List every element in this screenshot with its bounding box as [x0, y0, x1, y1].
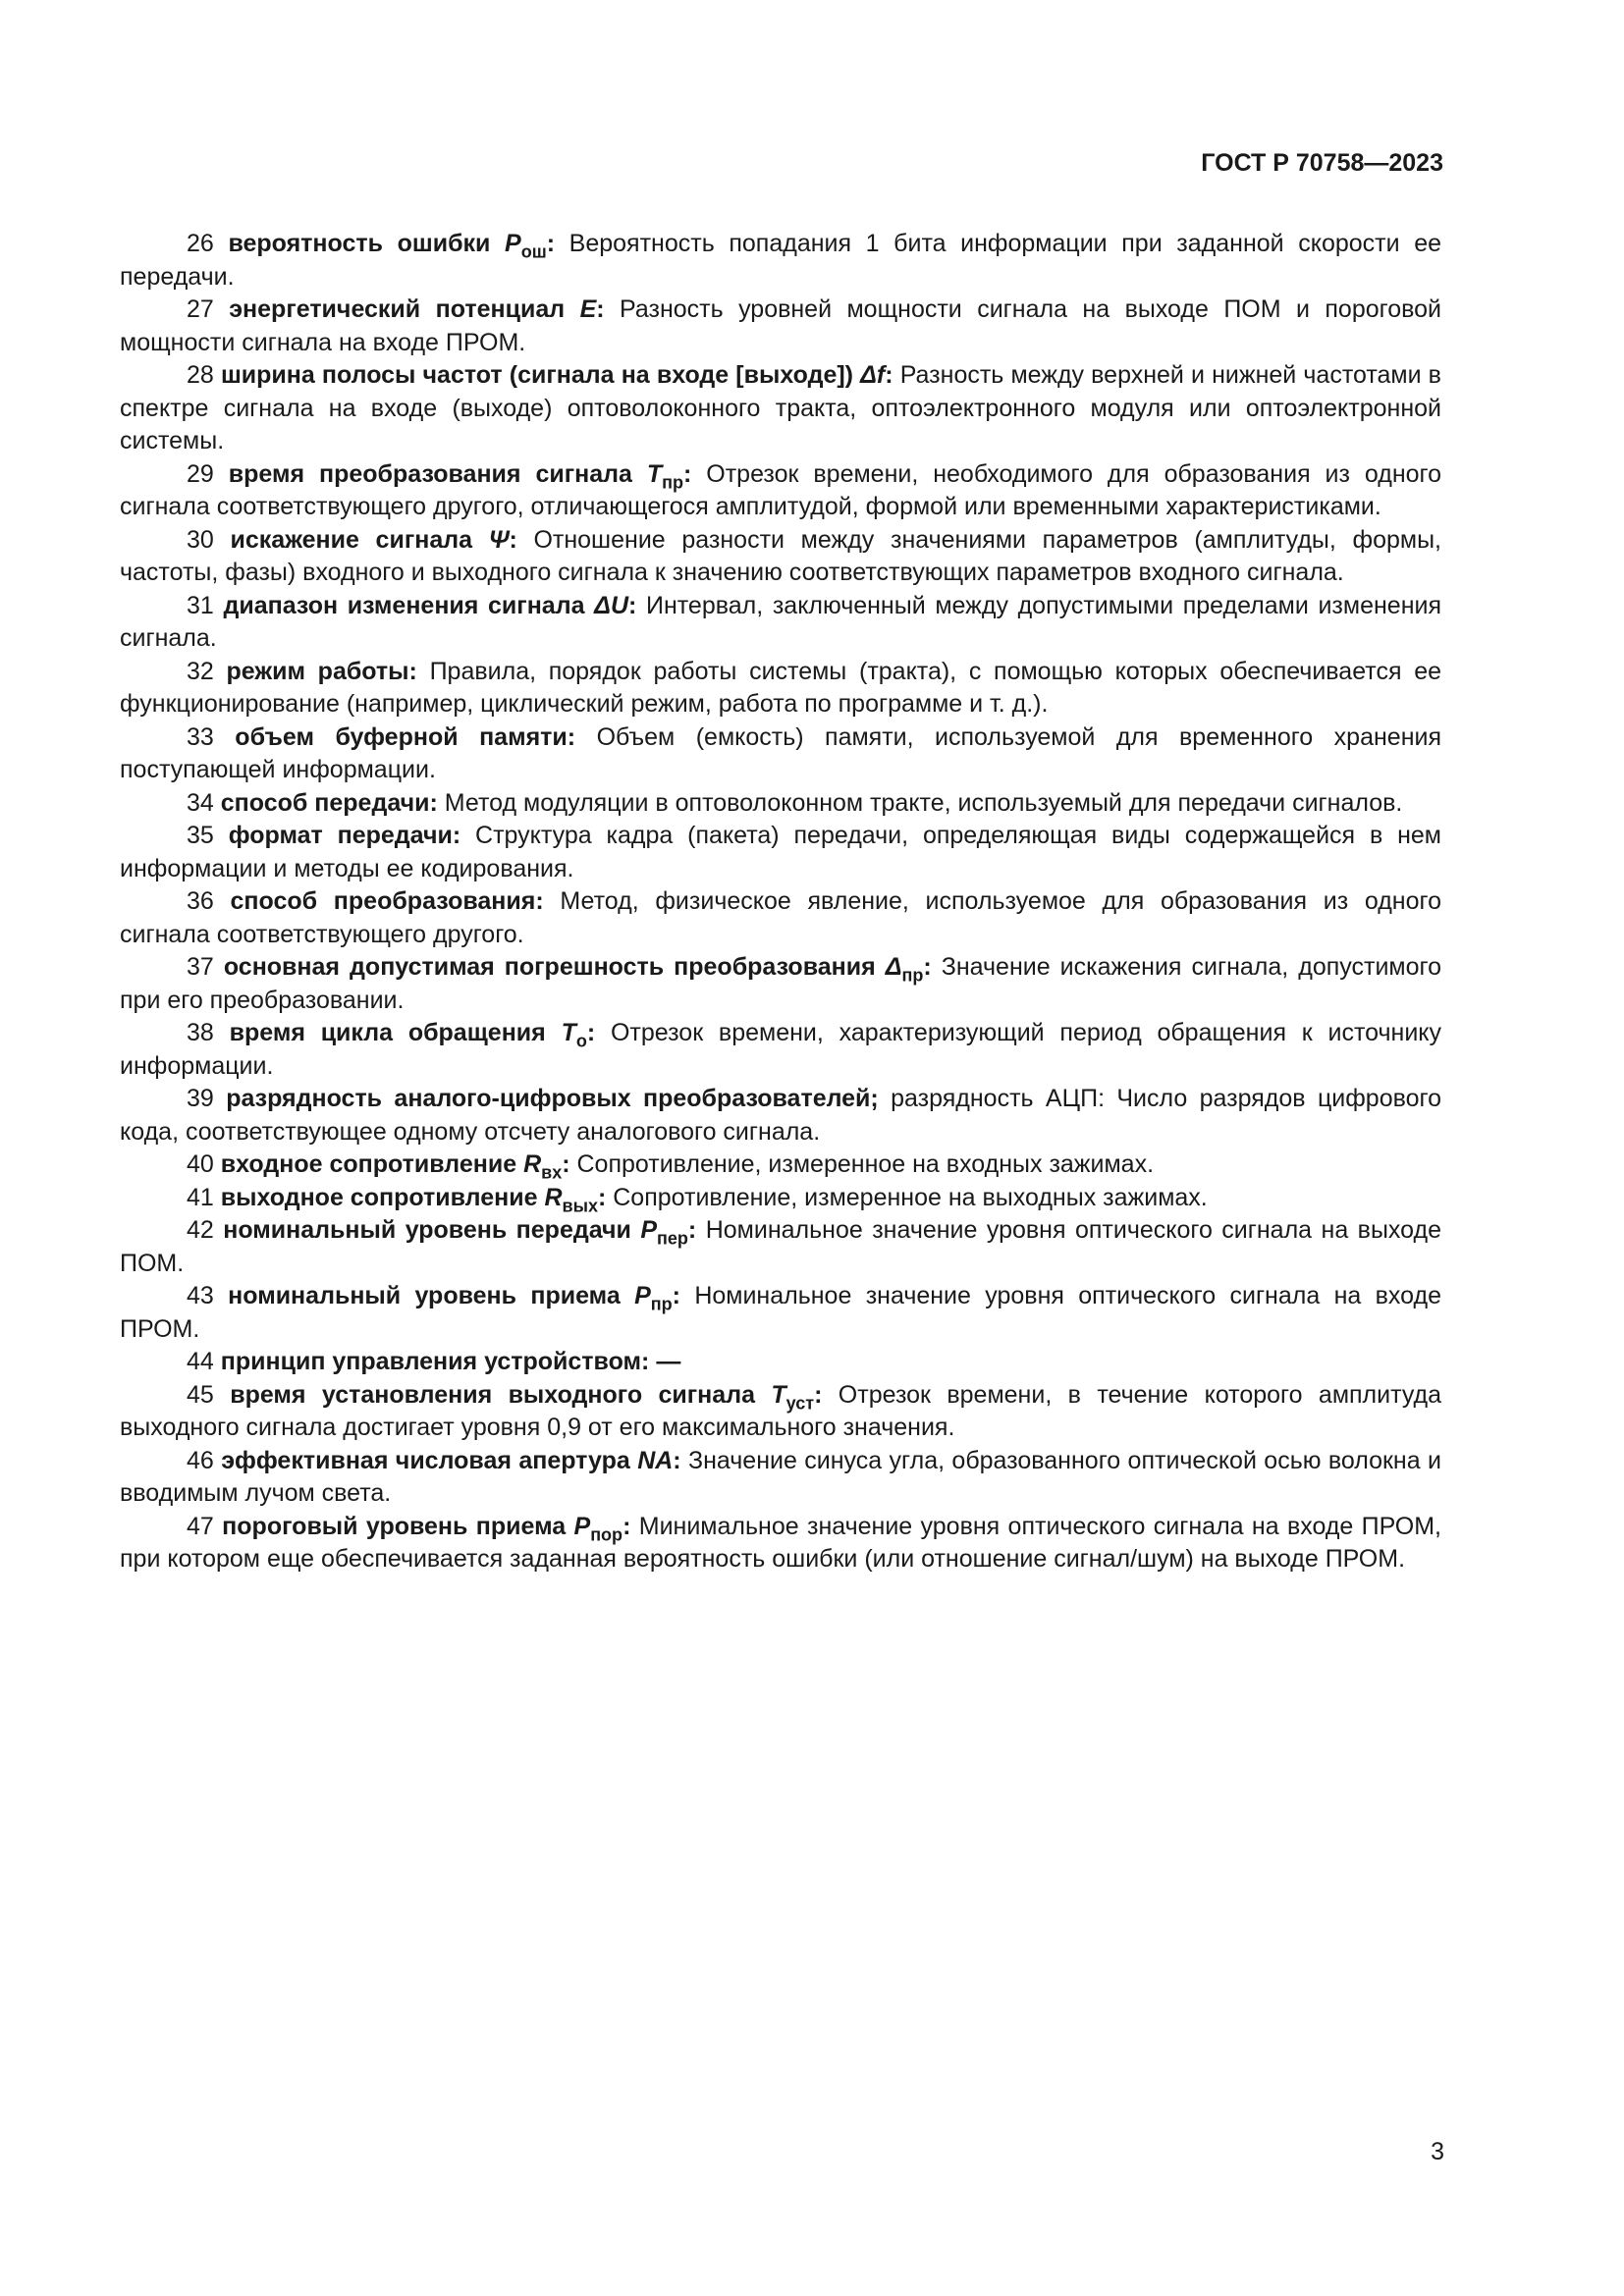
term-symbol: [885, 953, 924, 986]
page-number: 3: [1431, 2138, 1444, 2165]
term-name: способ передачи: [220, 788, 430, 817]
term-symbol: [771, 1380, 815, 1413]
term-entry: [120, 1346, 1441, 1379]
term-entry: 31 диапазон изменения сигнала ΔU: Интервал, заключенный между допустимыми пределами изменения сигнала.: [120, 591, 1441, 652]
term-entry: 40 входное сопротивление $R_{вх}$: Сопротивление, измеренное на входных зажимах.: [187, 1150, 1155, 1183]
term-symbol-letter: Δf: [860, 361, 886, 389]
term-symbol: [544, 1183, 598, 1215]
term-name: основная допустимая погрешность преобразования: [223, 953, 876, 981]
term-entry: 28 ширина полосы частот (сигнала на входе [выходе]) Δf: Разность между верхней и нижней частотами в спектре сигнала на входе (выходе) оптоволоконного тракта, оптоэлектронного модуля или оптоэлектронной системы.: [120, 361, 1441, 454]
term-number: 41: [187, 1183, 214, 1211]
term-name: разрядность аналого-цифровых преобразователей;: [226, 1085, 879, 1112]
term-definition: Сопротивление, измеренное на входных зажимах.: [576, 1150, 1155, 1178]
term-name: время цикла обращения: [229, 1019, 546, 1046]
term-symbol-subscript: вх: [541, 1162, 563, 1183]
term-definition: Структура кадра (пакета) передачи, определяющая виды содержащейся в нем информации и методы ее кодирования.: [120, 822, 1441, 882]
term-definition: Значение синуса угла, образованного оптической осью волокна и вводимым лучом света.: [120, 1446, 1441, 1507]
term-symbol-letter: Δ: [885, 953, 902, 981]
term-definition: Отрезок времени, характеризующий период обращения к источнику информации.: [120, 1019, 1442, 1080]
term-symbol-subscript: ош: [520, 241, 547, 262]
term-number: 38: [187, 1019, 214, 1046]
term-symbol-letter: R: [544, 1183, 563, 1211]
term-name: принцип управления устройством:: [220, 1348, 650, 1375]
term-name: эффективная числовая апертура: [221, 1446, 630, 1474]
term-number: 36: [187, 887, 214, 915]
term-definition: Метод, физическое явление, используемое для образования из одного сигнала соответствующего другого.: [120, 887, 1441, 948]
term-definition: Номинальное значение уровня оптического сигнала на входе ПРОМ.: [120, 1282, 1441, 1343]
term-symbol-letter: P: [634, 1282, 651, 1309]
term-symbol-letter: Ψ: [488, 525, 510, 554]
term-name: искажение сигнала: [230, 525, 473, 554]
term-symbol-letter: P: [573, 1512, 591, 1540]
term-name: время установления выходного сигнала: [230, 1380, 755, 1409]
term-name: пороговый уровень приема: [222, 1512, 567, 1540]
term-symbol: [860, 361, 885, 389]
term-entry: 34 способ передачи: Метод модуляции в оптоволоконном тракте, используемый для передачи сигналов.: [187, 788, 1403, 817]
term-symbol-subscript: пр: [650, 1294, 673, 1314]
term-symbol: [489, 526, 510, 554]
term-number: 37: [187, 953, 214, 981]
term-name: объем буферной памяти: [235, 722, 568, 751]
term-symbol-letter: P: [505, 230, 521, 257]
term-number: 47: [187, 1512, 214, 1540]
term-name: ширина полосы частот (сигнала на входе [выходе]): [220, 361, 853, 389]
term-entry: 30 искажение сигнала Ψ: Отношение разности между значениями параметров (амплитуды, формы, частоты, фазы) входного и выходного сигнала к значению соответствующих параметров входного сигнала.: [120, 525, 1441, 586]
term-entry: 41 выходное сопротивление $R_{вых}$: Сопротивление, измеренное на выходных зажимах.: [187, 1183, 1208, 1215]
term-number: 42: [187, 1216, 214, 1244]
term-definition: —: [656, 1348, 681, 1375]
term-number: 26: [187, 230, 214, 257]
term-definition: Вероятность попадания 1 бита информации при заданной скорости ее передачи.: [120, 230, 1441, 291]
term-symbol: [505, 230, 547, 262]
term-entry: 46 эффективная числовая апертура NA: Значение синуса угла, образованного оптической осью волокна и вводимым лучом света.: [120, 1446, 1441, 1507]
term-definition: Номинальное значение уровня оптического сигнала на выходе ПОМ.: [120, 1216, 1442, 1277]
term-symbol: [561, 1019, 587, 1051]
term-symbol-subscript: уст: [785, 1392, 815, 1413]
term-number: 29: [187, 459, 214, 488]
term-entry: 29 время преобразования сигнала $T_{пр}$: Отрезок времени, необходимого для образования из одного сигнала соответствующего другого, отличающегося амплитудой, формой или временными характеристиками.: [120, 459, 1442, 520]
term-symbol: [640, 1216, 688, 1249]
term-symbol: [573, 1512, 623, 1544]
term-name: время преобразования сигнала: [228, 459, 632, 488]
term-name: способ преобразования: [230, 887, 536, 915]
term-entry: 33 объем буферной памяти: Объем (емкость) памяти, используемой для временного хранения поступающей информации.: [120, 722, 1442, 783]
term-symbol-letter: P: [640, 1216, 658, 1244]
term-symbol-subscript: вых: [562, 1195, 598, 1215]
term-symbol: [523, 1150, 563, 1183]
term-symbol: [646, 459, 684, 492]
term-definition: Минимальное значение уровня оптического сигнала на входе ПРОМ, при котором еще обеспечивается заданная вероятность ошибки (или отношение сигнал/шум) на выходе ПРОМ.: [120, 1512, 1441, 1573]
term-entry: 27 энергетический потенциал E: Разность уровней мощности сигнала на выходе ПОМ и пороговой мощности сигнала на входе ПРОМ.: [120, 295, 1441, 356]
term-entry: 32 режим работы: Правила, порядок работы системы (тракта), с помощью которых обеспечивается ее функционирование (например, циклический режим, работа по программе и т. д.).: [120, 657, 1441, 718]
term-entry: 35 формат передачи: Структура кадра (пакета) передачи, определяющая виды содержащейся в нем информации и методы ее кодирования.: [120, 822, 1441, 882]
term-name: номинальный уровень передачи: [223, 1216, 631, 1244]
term-name: режим работы: [226, 657, 409, 685]
term-number: 33: [187, 722, 214, 751]
term-name: диапазон изменения сигнала: [223, 591, 585, 619]
term-symbol-subscript: о: [575, 1031, 587, 1051]
term-number: 31: [187, 591, 214, 619]
term-entry: [120, 1083, 1441, 1148]
term-symbol-letter: NA: [637, 1446, 674, 1474]
term-entry: 47 пороговый уровень приема $P_{пор}$: Минимальное значение уровня оптического сигнала на входе ПРОМ, при котором еще обеспечивается заданная вероятность ошибки (или отношение сигнал/шум) на выходе ПРОМ.: [120, 1512, 1441, 1573]
term-number: 46: [187, 1446, 214, 1474]
term-number: 45: [187, 1380, 214, 1409]
terms-list: [120, 228, 1441, 1576]
document-code: ГОСТ Р 70758—2023: [1201, 149, 1443, 177]
term-symbol: [594, 592, 628, 619]
term-entry: 43 номинальный уровень приема $P_{пр}$: Номинальное значение уровня оптического сигнала на входе ПРОМ.: [120, 1282, 1441, 1343]
term-definition: Отношение разности между значениями параметров (амплитуды, формы, частоты, фазы) входного и выходного сигнала к значению соответствующих параметров входного сигнала.: [120, 525, 1441, 586]
term-entry: 26 вероятность ошибки $P_{ош}$: Вероятность попадания 1 бита информации при заданной скорости ее передачи.: [120, 230, 1441, 291]
term-entry: 36 способ преобразования: Метод, физическое явление, используемое для образования из одного сигнала соответствующего другого.: [120, 887, 1441, 948]
term-name: энергетический потенциал: [229, 295, 566, 323]
term-symbol-subscript: пр: [901, 965, 924, 986]
term-definition: Сопротивление, измеренное на выходных зажимах.: [613, 1183, 1208, 1211]
term-symbol-letter: E: [579, 295, 597, 323]
term-number: 40: [187, 1150, 214, 1178]
term-number: 32: [187, 657, 214, 685]
term-definition: Отрезок времени, в течение которого амплитуда выходного сигнала достигает уровня 0,9 от его максимального значения.: [120, 1380, 1441, 1441]
term-entry: 38 время цикла обращения $T_о$: Отрезок времени, характеризующий период обращения к источнику информации.: [120, 1019, 1442, 1080]
term-symbol-subscript: пер: [657, 1228, 688, 1249]
term-name: выходное сопротивление: [220, 1183, 538, 1211]
term-definition: Разность между верхней и нижней частотами в спектре сигнала на входе (выходе) оптоволоконного тракта, оптоэлектронного модуля или оптоэлектронной системы.: [120, 361, 1441, 454]
term-symbol: [580, 295, 597, 323]
term-number: 35: [187, 822, 214, 849]
term-definition: Объем (емкость) памяти, используемой для временного хранения поступающей информации.: [120, 722, 1442, 783]
term-entry: 45 время установления выходного сигнала $T_{уст}$: Отрезок времени, в течение которого амплитуда выходного сигнала достигает уровня 0,9 от его максимального значения.: [120, 1380, 1441, 1441]
term-definition: Отрезок времени, необходимого для образования из одного сигнала соответствующего другого, отличающегося амплитудой, формой или временными характеристиками.: [120, 459, 1442, 520]
term-number: 43: [187, 1282, 214, 1309]
term-definition: Значение искажения сигнала, допустимого при его преобразовании.: [120, 953, 1441, 1014]
term-number: 44: [187, 1348, 214, 1375]
term-number: 30: [187, 525, 214, 554]
term-name: вероятность ошибки: [228, 230, 491, 257]
term-symbol-letter: T: [771, 1380, 786, 1409]
term-symbol-letter: T: [561, 1019, 576, 1046]
term-number: 39: [187, 1085, 214, 1112]
term-alternative: разрядность АЦП:: [891, 1085, 1106, 1112]
term-number: 28: [187, 361, 214, 389]
term-name: входное сопротивление: [220, 1150, 517, 1178]
term-number: 27: [187, 295, 214, 323]
term-definition: Правила, порядок работы системы (тракта), с помощью которых обеспечивается ее функционирование (например, циклический режим, работа по программе и т. д.).: [120, 657, 1441, 718]
term-definition: Разность уровней мощности сигнала на выходе ПОМ и пороговой мощности сигнала на входе ПРОМ.: [120, 295, 1441, 356]
term-number: 34: [187, 788, 214, 817]
term-entry: 37 основная допустимая погрешность преобразования $\Delta_{пр}$: Значение искажения сигнала, допустимого при его преобразовании.: [120, 953, 1441, 1014]
term-name: формат передачи: [228, 822, 453, 849]
term-symbol-letter: T: [646, 459, 663, 488]
term-definition: Интервал, заключенный между допустимыми пределами изменения сигнала.: [120, 591, 1441, 652]
term-symbol: [637, 1447, 673, 1474]
term-entry: 42 номинальный уровень передачи $P_{пер}$: Номинальное значение уровня оптического сигнала на выходе ПОМ.: [120, 1216, 1442, 1277]
term-symbol-subscript: пор: [590, 1523, 623, 1544]
term-definition: Число разрядов цифрового кода, соответствующее одному отсчету аналогового сигнала.: [120, 1085, 1441, 1146]
term-symbol-subscript: пр: [662, 471, 684, 492]
term-definition: Метод модуляции в оптоволоконном тракте, используемый для передачи сигналов.: [444, 788, 1403, 817]
term-symbol-letter: ΔU: [594, 591, 628, 619]
term-name: номинальный уровень приема: [228, 1282, 621, 1309]
term-symbol-letter: R: [523, 1150, 542, 1178]
term-symbol: [634, 1282, 673, 1314]
